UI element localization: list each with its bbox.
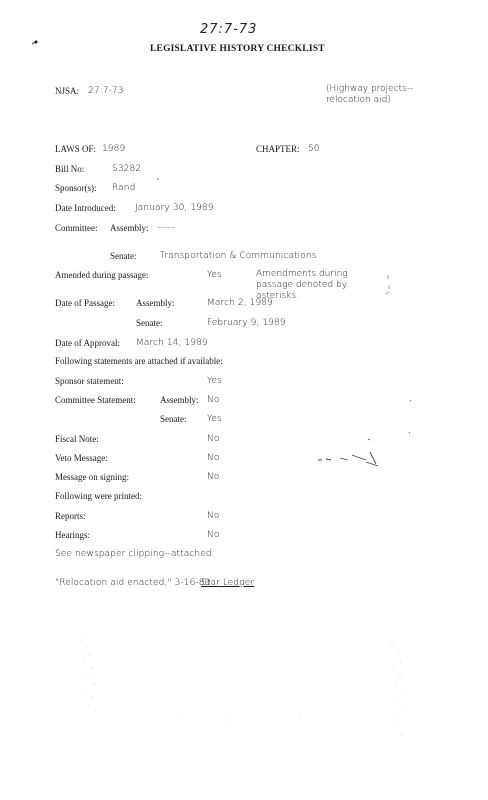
- committee-statement-senate-label: Senate:: [160, 414, 187, 424]
- committee-assembly-value: -----: [158, 223, 175, 233]
- bill-label: Bill No:: [55, 164, 85, 174]
- bill-value: S3282: [112, 164, 142, 174]
- committee-senate-label: Senate:: [110, 251, 137, 261]
- clipping-headline: "Relocation aid enacted," 3-16-89: [55, 578, 211, 588]
- committee-statement-assembly-label: Assembly:: [160, 395, 199, 405]
- chapter-label: CHAPTER:: [256, 144, 300, 154]
- committee-label: Committee:: [55, 223, 98, 233]
- amended-note: Amendments during passage denoted by asterisks.: [256, 269, 348, 301]
- signing-message-value: No: [207, 472, 220, 482]
- fiscal-note-label: Fiscal Note:: [55, 434, 99, 444]
- sponsor-label: Sponsor(s):: [55, 183, 97, 193]
- hearings-label: Hearings:: [55, 530, 90, 540]
- signing-message-label: Message on signing:: [55, 472, 129, 482]
- laws-of-year: 1989: [102, 144, 126, 154]
- reports-value: No: [207, 511, 220, 521]
- passage-senate-label: Senate:: [136, 318, 163, 328]
- reports-label: Reports:: [55, 511, 86, 521]
- sponsor-value: Rand: [112, 183, 136, 193]
- passage-assembly-label: Assembly:: [136, 298, 175, 308]
- committee-statement-assembly-value: No: [207, 395, 220, 405]
- date-of-approval-value: March 14, 1989: [136, 338, 208, 348]
- sponsor-statement-label: Sponsor statement:: [55, 376, 124, 386]
- njsa-subject: (Highway projects--relocation aid): [326, 84, 414, 105]
- njsa-label: NJSA:: [55, 86, 80, 96]
- hearings-value: No: [207, 530, 220, 540]
- page-title: LEGISLATIVE HISTORY CHECKLIST: [150, 44, 325, 54]
- date-introduced-label: Date Introduced:: [55, 203, 116, 213]
- laws-of-label: LAWS OF:: [55, 144, 97, 154]
- date-of-approval-label: Date of Approval:: [55, 338, 120, 348]
- clipping-note: See newspaper clipping--attached:: [55, 549, 215, 559]
- committee-statement-label: Committee Statement:: [55, 395, 136, 405]
- printed-heading: Following were printed:: [55, 491, 142, 501]
- veto-message-label: Veto Message:: [55, 453, 108, 463]
- fiscal-note-value: No: [207, 434, 220, 444]
- sponsor-statement-value: Yes: [207, 376, 222, 386]
- committee-statement-senate-value: Yes: [207, 414, 222, 424]
- njsa-value: 27:7-73: [88, 86, 124, 96]
- statements-heading: Following statements are attached if available:: [55, 356, 223, 366]
- amended-label: Amended during passage:: [55, 270, 149, 280]
- date-introduced-value: January 30, 1989: [135, 203, 214, 213]
- passage-senate-value: February 9, 1989: [207, 318, 286, 328]
- handwritten-number: 27:7-73: [200, 22, 258, 37]
- veto-message-value: No: [207, 453, 220, 463]
- committee-assembly-label: Assembly:: [110, 223, 149, 233]
- chapter-value: 50: [308, 144, 320, 154]
- passage-assembly-value: March 2, 1989: [207, 298, 273, 308]
- date-of-passage-label: Date of Passage:: [55, 298, 115, 308]
- committee-senate-value: Transportation & Communications: [160, 251, 317, 261]
- amended-value: Yes: [207, 270, 222, 280]
- clipping-source: Star Ledger: [201, 578, 255, 588]
